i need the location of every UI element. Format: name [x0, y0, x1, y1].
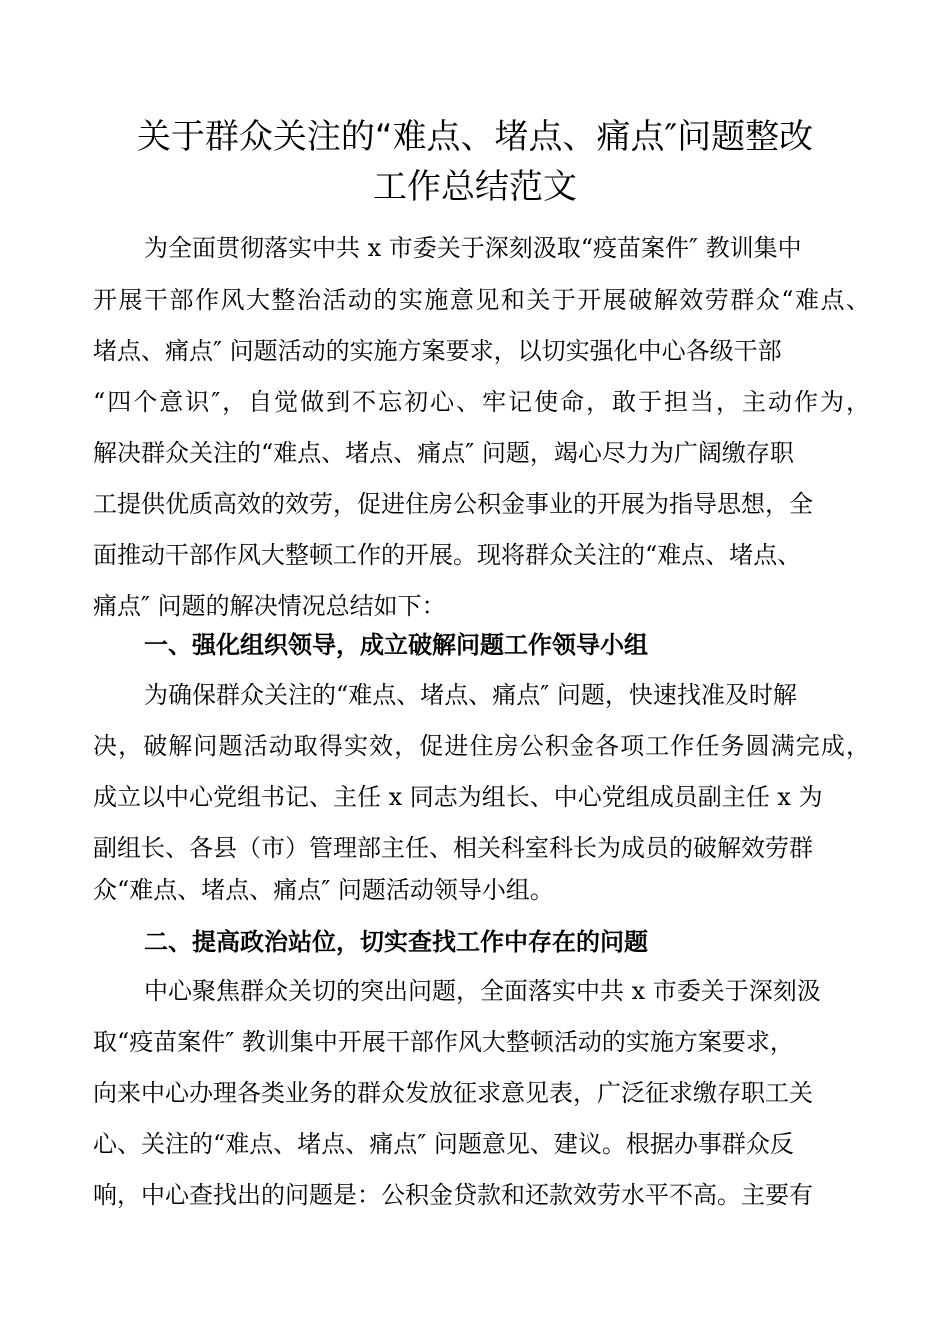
document-title-line-2: 工作总结范文 [373, 167, 577, 207]
intro-line-4: “四个意识″，自觉做到不忘初心、牢记使命，敢于担当，主动作为， [93, 388, 870, 416]
section-1-line-2: 决，破解问题活动取得实效，促进住房公积金各项工作任务圆满完成， [93, 732, 870, 760]
section-2-line-2: 取“疫苗案件″ 教训集中开展干部作风大整顿活动的实施方案要求， [93, 1028, 794, 1056]
intro-line-2: 开展干部作风大整治活动的实施意见和关于开展破解效劳群众“难点、 [93, 286, 870, 314]
intro-line-8: 痛点″ 问题的解决情况总结如下： [93, 592, 446, 620]
intro-line-5: 解决群众关注的“难点、堵点、痛点″ 问题，竭心尽力为广阔缴存职 [93, 439, 794, 467]
intro-line-1: 为全面贯彻落实中共 x 市委关于深刻汲取“疫苗案件″ 教训集中 [144, 234, 802, 262]
section-2-line-5: 响，中心查找出的问题是：公积金贷款和还款效劳水平不高。主要有 [93, 1181, 813, 1209]
section-1-heading: 一、强化组织领导，成立破解问题工作领导小组 [144, 631, 648, 659]
intro-line-7: 面推动干部作风大整顿工作的开展。现将群众关注的“难点、堵点、 [93, 541, 802, 569]
section-2-line-3: 向来中心办理各类业务的群众发放征求意见表，广泛征求缴存职工关 [93, 1079, 813, 1107]
section-2-heading: 二、提高政治站位，切实查找工作中存在的问题 [144, 928, 648, 956]
document-title-line-1: 关于群众关注的“难点、堵点、痛点″问题整改 [136, 117, 814, 157]
section-1-line-5: 众“难点、堵点、痛点″ 问题活动领导小组。 [93, 876, 554, 904]
section-1-line-1: 为确保群众关注的“难点、堵点、痛点″ 问题，快速找准及时解 [144, 681, 797, 709]
intro-line-3: 堵点、痛点″ 问题活动的实施方案要求，以切实强化中心各级干部 [93, 337, 782, 365]
section-1-line-3: 成立以中心党组书记、主任 x 同志为组长、中心党组成员副主任 x 为 [93, 783, 823, 811]
section-1-line-4: 副组长、各县（市）管理部主任、相关科室科长为成员的破解效劳群 [93, 834, 813, 862]
section-2-line-4: 心、关注的“难点、堵点、痛点″ 问题意见、建议。根据办事群众反 [93, 1130, 794, 1158]
section-2-line-1: 中心聚焦群众关切的突出问题，全面落实中共 x 市委关于深刻汲 [144, 977, 821, 1005]
intro-line-6: 工提供优质高效的效劳，促进住房公积金事业的开展为指导思想，全 [93, 490, 813, 518]
